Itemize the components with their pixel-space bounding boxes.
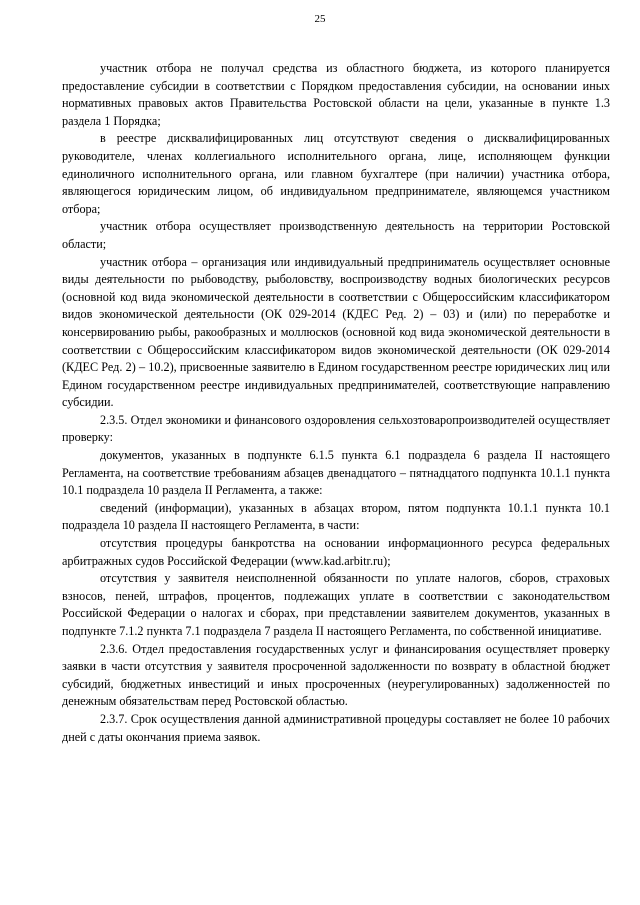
paragraph-bankruptcy: отсутствия процедуры банкротства на основании информационного ресурса федеральных арбитражных судов Российской Федерации (www.kad.arbitr.ru); [62,536,610,568]
paragraph-tax-obligations: отсутствия у заявителя неисполненной обязанности по уплате налогов, сборов, страховых взносов, пеней, штрафов, процентов, подлежащих уплате в соответствии с законодательством Российской Федерации о налогах и сборах, при представлении заявителем документов, указанных в подпункте 7.1.2 пункта 7.1 подраздела 7 раздела II настоящего Регламента, по собственной инициативе. [62,571,610,638]
paragraph-section-2-3-7: 2.3.7. Срок осуществления данной административной процедуры составляет не более 10 рабочих дней с даты окончания приема заявок. [62,711,610,744]
paragraph-information-check: сведений (информации), указанных в абзацах втором, пятом подпункта 10.1.1 пункта 10.1 подраздела 10 раздела II настоящего Регламента, в части: [62,500,610,533]
document-body [62,60,610,746]
paragraph-activity-codes: участник отбора – организация или индивидуальный предприниматель осуществляет основные виды деятельности по рыбоводству, рыболовству, воспроизводству водных биологических ресурсов (основной код вида экономической деятельности в соответствии с Общероссийским классификатором видов экономической деятельности (ОК 029-2014 (КДЕС Ред. 2) – 03) и (или) по переработке и консервированию рыбы, ракообразных и моллюсков (основной код вида экономической деятельности в соответствии с Общероссийским классификатором видов экономической деятельности (ОК 029-2014 (КДЕС Ред. 2) – 10.2), присвоенные заявителю в Едином государственном реестре юридических лиц или Едином государственном реестре индивидуальных предпринимателей, соответствующие направлению субсидии. [62,254,610,410]
paragraph-production-activity: участник отбора осуществляет производственную деятельность на территории Ростовской области; [62,219,610,251]
paragraph-disqualified-registry: в реестре дисквалифицированных лиц отсутствуют сведения о дисквалифицированных руководителе, членах коллегиального исполнительного органа, лице, исполняющем функции единоличного исполнительного органа, или главном бухгалтере (при наличии) участника отбора, являющегося юридическим лицом, об индивидуальном предпринимателе, являющемся участником отбора; [62,131,610,216]
paragraph-section-2-3-6: 2.3.6. Отдел предоставления государственных услуг и финансирования осуществляет проверку заявки в части отсутствия у заявителя просроченной задолженности по возврату в областной бюджет субсидий, бюджетных инвестиций и иных просроченных (неурегулированных) задолженностей по денежным обязательствам перед Ростовской областью. [62,641,610,709]
page-number: 25 [314,13,326,25]
paragraph-participant-no-funds: участник отбора не получал средства из областного бюджета, из которого планируется предоставление субсидии в соответствии с Порядком предоставления субсидии, на основании иных нормативных правовых актов Правительства Ростовской области на цели, указанные в пункте 1.3 раздела 1 Порядка; [62,61,610,128]
paragraph-documents-check: документов, указанных в подпункте 6.1.5 пункта 6.1 подраздела 6 раздела II настоящего Регламента, на соответствие требованиям абзацев двенадцатого – пятнадцатого подпункта 10.1.1 пункта 10.1 подраздела 10 раздела II Регламента, а также: [62,448,610,498]
paragraph-section-2-3-5: 2.3.5. Отдел экономики и финансового оздоровления сельхозтоваропроизводителей осуществляет проверку: [62,412,610,445]
